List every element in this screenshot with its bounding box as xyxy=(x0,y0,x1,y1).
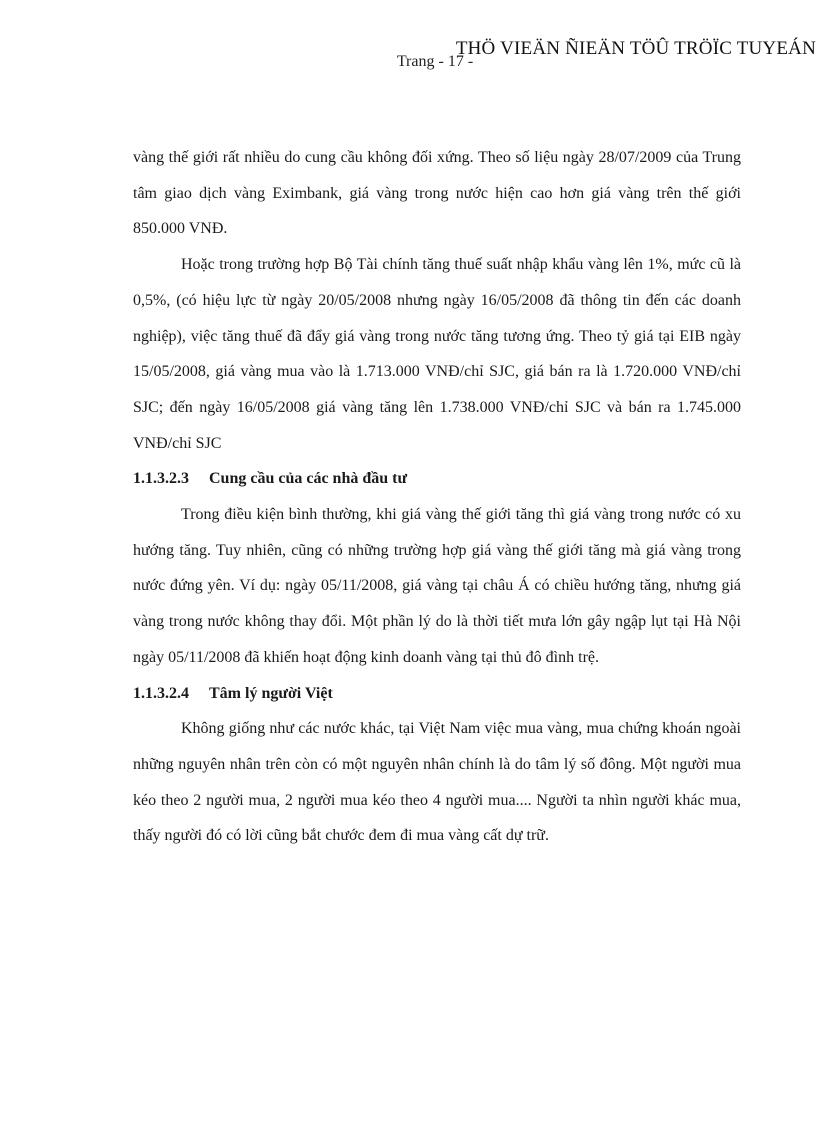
document-body xyxy=(133,140,741,854)
body-paragraph: vàng thế giới rất nhiều do cung cầu không đối xứng. Theo số liệu ngày 28/07/2009 của Trung tâm giao dịch vàng Eximbank, giá vàng trong nước hiện cao hơn giá vàng trên thế giới 850.000 VNĐ. xyxy=(133,149,741,238)
section-number: 1.1.3.2.3 xyxy=(133,470,189,488)
section-heading xyxy=(133,676,741,712)
header-watermark: THÖ VIEÄN ÑIEÄN TÖÛ TRÖÏC TUYEÁN xyxy=(455,38,816,59)
body-paragraph: Trong điều kiện bình thường, khi giá vàng thế giới tăng thì giá vàng trong nước có xu hướng tăng. Tuy nhiên, cũng có những trường hợp giá vàng thế giới tăng mà giá vàng trong nước đứng yên. Ví dụ: ngày 05/11/2008, giá vàng tại châu Á có chiều hướng tăng, nhưng giá vàng trong nước không thay đổi. Một phần lý do là thời tiết mưa lớn gây ngập lụt tại Hà Nội ngày 05/11/2008 đã khiến hoạt động kinh doanh vàng tại thủ đô đình trệ. xyxy=(133,506,741,666)
page-number: Trang - 17 - xyxy=(396,53,474,70)
section-title: Tâm lý người Việt xyxy=(209,684,333,702)
section-title: Cung cầu của các nhà đầu tư xyxy=(209,470,408,488)
section-heading xyxy=(133,461,741,497)
body-paragraph: Hoặc trong trường hợp Bộ Tài chính tăng thuế suất nhập khẩu vàng lên 1%, mức cũ là 0,5%, (có hiệu lực từ ngày 20/05/2008 nhưng ngày 16/05/2008 đã thông tin đến các doanh nghiệp), việc tăng thuế đã đẩy giá vàng trong nước tăng tương ứng. Theo tỷ giá tại EIB ngày 15/05/2008, giá vàng mua vào là 1.713.000 VNĐ/chỉ SJC, giá bán ra là 1.720.000 VNĐ/chỉ SJC; đến ngày 16/05/2008 giá vàng tăng lên 1.738.000 VNĐ/chỉ SJC và bán ra 1.745.000 VNĐ/chỉ SJC xyxy=(133,256,741,452)
body-paragraph: Không giống như các nước khác, tại Việt Nam việc mua vàng, mua chứng khoán ngoài những nguyên nhân trên còn có một nguyên nhân chính là do tâm lý số đông. Một người mua kéo theo 2 người mua, 2 người mua kéo theo 4 người mua.... Người ta nhìn người khác mua, thấy người đó có lời cũng bắt chước đem đi mua vàng cất dự trữ. xyxy=(133,720,741,845)
section-number: 1.1.3.2.4 xyxy=(133,684,189,702)
